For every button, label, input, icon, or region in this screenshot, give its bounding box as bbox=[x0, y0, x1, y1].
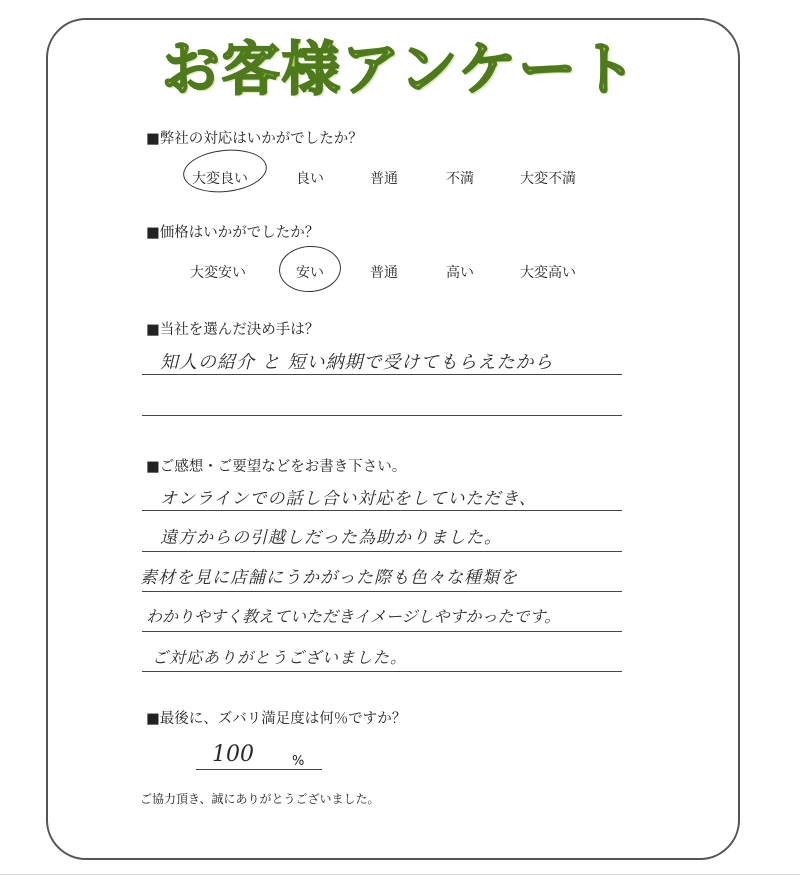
option-service-normal[interactable]: 普通 bbox=[370, 171, 398, 187]
feedback-line-1: オンラインでの話し合い対応をしていただき、 bbox=[160, 489, 537, 509]
option-price-expensive[interactable]: 高い bbox=[446, 265, 474, 281]
feedback-line-5: ご対応ありがとうございました。 bbox=[152, 648, 408, 667]
question-price: ■価格はいかがでしたか？ bbox=[146, 225, 320, 241]
answer-line bbox=[142, 374, 622, 375]
thank-you-footer: ご協力頂き、誠にありがとうございました。 bbox=[140, 792, 380, 806]
satisfaction-line bbox=[196, 769, 322, 770]
feedback-line-4: わかりやすく教えていただきイメージしやすかったです。 bbox=[146, 607, 561, 626]
question-service: ■弊社の対応はいかがでしたか？ bbox=[146, 131, 363, 147]
option-service-very-good[interactable]: 大変良い bbox=[192, 171, 248, 187]
option-price-normal[interactable]: 普通 bbox=[370, 265, 398, 281]
answer-line bbox=[142, 551, 622, 552]
satisfaction-value: 100 bbox=[212, 742, 254, 767]
option-price-very-expensive[interactable]: 大変高い bbox=[520, 265, 576, 281]
option-service-dissatisfied[interactable]: 不満 bbox=[446, 171, 474, 187]
option-price-cheap[interactable]: 安い bbox=[296, 265, 324, 281]
feedback-line-3: 素材を見に店舗にうかがった際も色々な種類を bbox=[140, 568, 518, 588]
answer-line bbox=[142, 510, 622, 511]
percent-sign: % bbox=[292, 754, 305, 769]
question-decision: ■当社を選んだ決め手は？ bbox=[146, 322, 320, 338]
question-feedback: ■ご感想・ご要望などをお書き下さい。 bbox=[146, 459, 407, 475]
option-service-good[interactable]: 良い bbox=[296, 171, 324, 187]
answer-line bbox=[142, 591, 622, 592]
answer-decision-line-1: 知人の紹介 と 短い納期で受けてもらえたから bbox=[160, 352, 554, 373]
feedback-line-2: 遠方からの引越しだった為助かりました。 bbox=[160, 528, 502, 548]
answer-line bbox=[142, 415, 622, 416]
option-price-very-cheap[interactable]: 大変安い bbox=[190, 265, 246, 281]
question-satisfaction: ■最後に、ズバリ満足度は何％ですか？ bbox=[146, 711, 407, 727]
option-service-very-dissatisfied[interactable]: 大変不満 bbox=[520, 171, 576, 187]
scan-edge bbox=[0, 874, 800, 875]
survey-title: お客様アンケート bbox=[161, 35, 639, 103]
answer-line bbox=[142, 631, 622, 632]
answer-line bbox=[142, 671, 622, 672]
